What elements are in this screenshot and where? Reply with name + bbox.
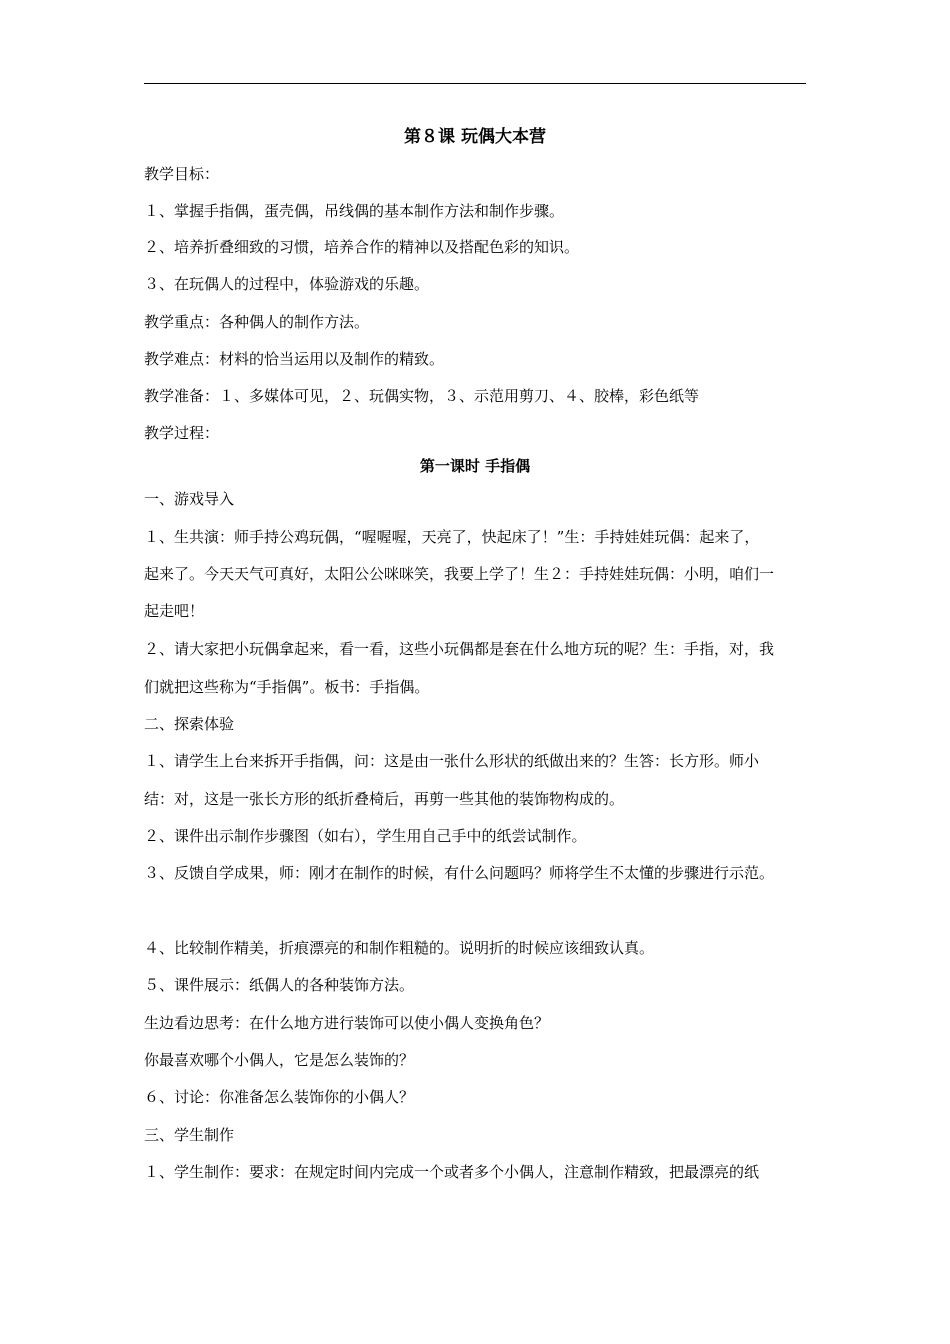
text-line: 你最喜欢哪个小偶人，它是怎么装饰的？	[144, 1051, 415, 1069]
text-line: 起走吧！	[144, 602, 205, 620]
header-rule	[144, 83, 806, 84]
text-line: １、学生制作：要求：在规定时间内完成一个或者多个小偶人，注意制作精致，把最漂亮的纸	[144, 1163, 760, 1181]
text-line: 起来了。今天天气可真好，太阳公公咪咪笑，我要上学了！生２：手持娃娃玩偶：小明，咱们一	[144, 565, 775, 583]
text-line: ２、培养折叠细致的习惯，培养合作的精神以及搭配色彩的知识。	[144, 238, 580, 256]
text-line: 三、学生制作	[144, 1126, 235, 1144]
text-line: ４、比较制作精美，折痕漂亮的和制作粗糙的。说明折的时候应该细致认真。	[144, 939, 655, 957]
text-line: ２、课件出示制作步骤图（如右），学生用自己手中的纸尝试制作。	[144, 827, 587, 845]
text-line: １、掌握手指偶，蛋壳偶，吊线偶的基本制作方法和制作步骤。	[144, 202, 565, 220]
text-line: 教学准备：１、多媒体可见，２、玩偶实物，３、示范用剪刀、４、胶棒，彩色纸等	[144, 387, 700, 405]
text-line: １、请学生上台来拆开手指偶，问：这是由一张什么形状的纸做出来的？生答：长方形。师小	[144, 752, 760, 770]
text-line: 教学过程：	[144, 424, 220, 442]
text-line: 教学目标：	[144, 165, 220, 183]
text-line: 一、游戏导入	[144, 490, 235, 508]
text-line: ６、讨论：你准备怎么装饰你的小偶人？	[144, 1088, 415, 1106]
text-line: 二、探索体验	[144, 715, 235, 733]
text-line: ２、请大家把小玩偶拿起来，看一看，这些小玩偶都是套在什么地方玩的呢？生：手指，对，我	[144, 640, 775, 658]
page-title: 第８课 玩偶大本营	[404, 127, 546, 147]
text-line: ３、在玩偶人的过程中，体验游戏的乐趣。	[144, 275, 430, 293]
text-line: ３、反馈自学成果，师：刚才在制作的时候，有什么问题吗？师将学生不太懂的步骤进行示范。	[144, 864, 775, 882]
text-line: 结：对，这是一张长方形的纸折叠椅后，再剪一些其他的装饰物构成的。	[144, 790, 625, 808]
text-line: 们就把这些称为“手指偶”。板书：手指偶。	[144, 678, 430, 696]
text-line: ５、课件展示：纸偶人的各种装饰方法。	[144, 976, 415, 994]
section-title: 第一课时 手指偶	[419, 457, 531, 475]
text-line: 教学重点：各种偶人的制作方法。	[144, 313, 370, 331]
text-line: 生边看边思考：在什么地方进行装饰可以使小偶人变换角色？	[144, 1014, 550, 1032]
text-line: 教学难点：材料的恰当运用以及制作的精致。	[144, 350, 445, 368]
text-line: １、生共演：师手持公鸡玩偶，“喔喔喔，天亮了，快起床了！”生：手持娃娃玩偶：起来了，	[144, 528, 760, 546]
